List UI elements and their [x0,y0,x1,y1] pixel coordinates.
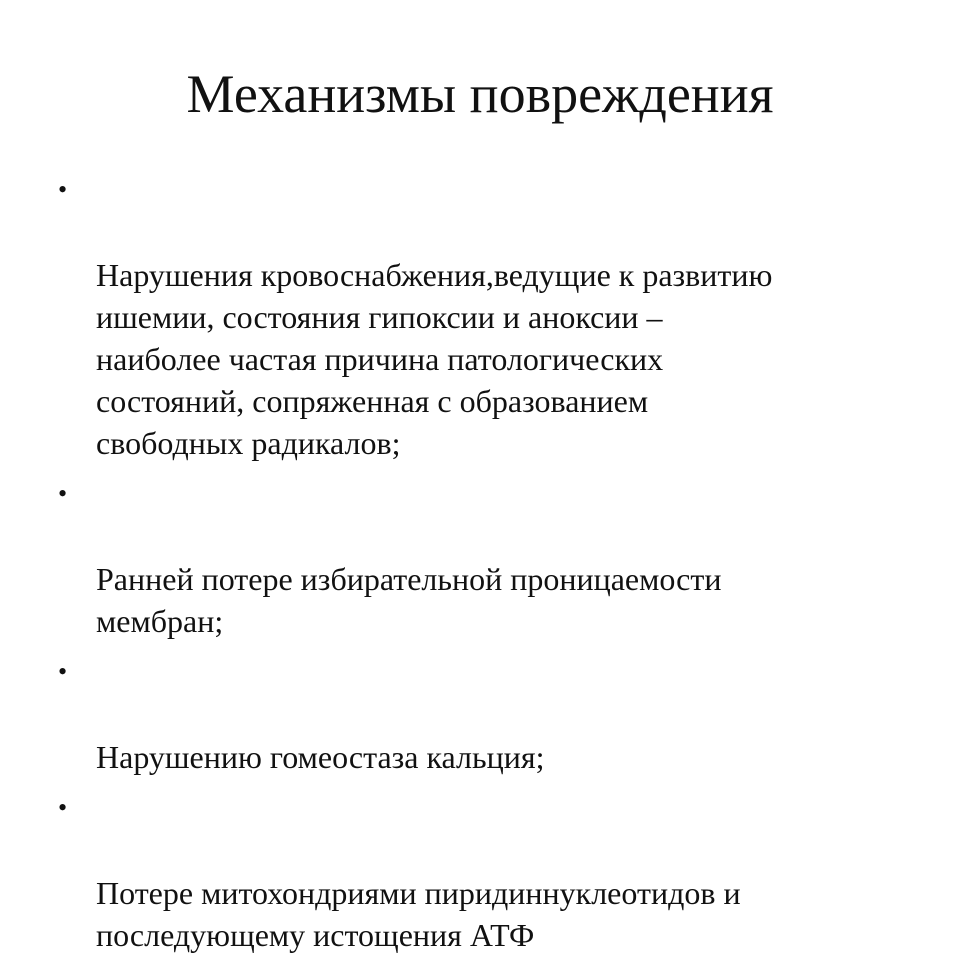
bullet-text: Нарушению гомеостаза кальция; [96,739,545,775]
bullet-icon: • [58,657,68,686]
bullet-icon: • [58,793,68,822]
bullet-list [58,170,908,966]
bullet-icon: • [58,175,68,204]
slide-title: Механизмы повреждения [186,64,774,124]
bullet-item [58,652,908,778]
bullet-item [58,788,908,956]
bullet-icon: • [58,479,68,508]
bullet-text: Нарушения кровоснабжения,ведущие к развитию ишемии, состояния гипоксии и аноксии – наиболее частая причина патологических состояний, сопряженная с образованием свободных радикалов; [96,257,773,461]
bullet-item [58,170,908,464]
bullet-text: Потере митохондриями пиридиннуклеотидов и последующему истощения АТФ [96,875,741,953]
bullet-text: Ранней потере избирательной проницаемости мембран; [96,561,722,639]
bullet-item [58,474,908,642]
